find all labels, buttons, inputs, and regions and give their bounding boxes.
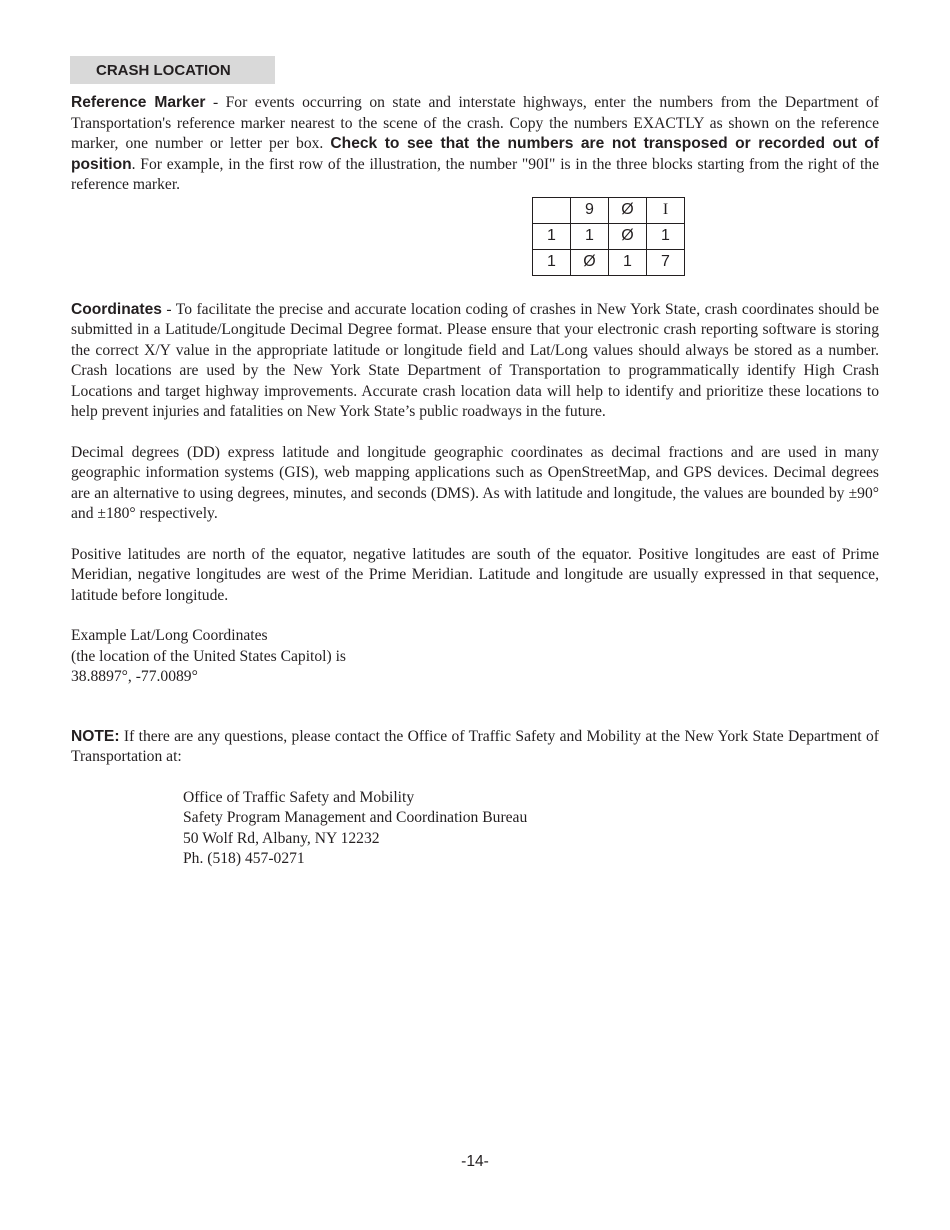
coordinates-heading: Coordinates: [71, 300, 162, 318]
example-line: 38.8897°, -77.0089°: [71, 668, 198, 685]
address-street: 50 Wolf Rd, Albany, NY 12232: [183, 829, 380, 847]
marker-cell: Ø: [571, 249, 609, 275]
marker-cell: 1: [533, 249, 571, 275]
reference-marker-paragraph: [71, 93, 879, 196]
address-office: Office of Traffic Safety and Mobility: [183, 788, 415, 806]
reference-marker-text-1: - For events occurring on state and interstate highways, enter the numbers from the Department of Transportation's reference marker nearest to the scene of the crash. Copy the numbers EXACTLY as shown on the reference marker, one number or letter per box.: [71, 94, 880, 152]
contact-address: [183, 788, 879, 870]
reference-marker-emphasis: Check to see that the numbers are not transposed or recorded out of position: [71, 135, 879, 173]
marker-cell: 1: [609, 249, 647, 275]
marker-cell: 1: [647, 223, 685, 249]
example-line: Example Lat/Long Coordinates: [71, 627, 268, 644]
address-bureau: Safety Program Management and Coordination Bureau: [183, 809, 528, 826]
address-phone: Ph. (518) 457-0271: [183, 850, 305, 867]
note-text: If there are any questions, please contact the Office of Traffic Safety and Mobility at the New York State Department of Transportation at:: [71, 727, 879, 765]
positive-latitudes-paragraph: Positive latitudes are north of the equator, negative latitudes are south of the equator. Positive longitudes are east of Prime Meridian, negative longitudes are west of the Prime Meridian. Latitude and longitude are usually expressed in that sequence, latitude before longitude.: [71, 545, 879, 604]
example-line: (the location of the United States Capitol) is: [71, 647, 346, 665]
reference-marker-illustration: [71, 196, 879, 282]
marker-row: [533, 197, 685, 223]
reference-marker-table: [532, 197, 685, 276]
section-header-crash-location: CRASH LOCATION: [70, 56, 275, 84]
marker-cell: I: [647, 197, 685, 223]
reference-marker-text-2: . For example, in the first row of the illustration, the number "90I" is in the three blocks starting from the right of the reference marker.: [71, 155, 879, 193]
marker-cell: 1: [571, 223, 609, 249]
coordinates-paragraph: [71, 300, 879, 423]
example-coordinates: [71, 626, 879, 688]
note-label: NOTE:: [71, 727, 120, 745]
marker-cell: 1: [533, 223, 571, 249]
coordinates-text: - To facilitate the precise and accurate location coding of crashes in New York State, crash coordinates should be submitted in a Latitude/Longitude Decimal Degree format. Please ensure that your electronic crash reporting software is storing the correct X/Y value in the appropriate latitude or longitude field and Lat/Long values should always be stored as a number. Crash locations are used by the New York State Department of Transportation to programmatically identify High Crash Locations and target highway improvements. Accurate crash location data will help to identify and prioritize these locations to help prevent injuries and fatalities on New York State’s public roadways in the future.: [71, 300, 879, 420]
page-number: -14-: [461, 1153, 489, 1170]
marker-cell: 7: [647, 249, 685, 275]
marker-cell: Ø: [609, 197, 647, 223]
marker-cell: [533, 197, 571, 223]
page-content: [71, 56, 879, 870]
marker-cell: 9: [571, 197, 609, 223]
decimal-degrees-paragraph: Decimal degrees (DD) express latitude and longitude geographic coordinates as decimal fractions and are used in many geographic information systems (GIS), web mapping applications such as OpenStreetMap, and GPS devices. Decimal degrees are an alternative to using degrees, minutes, and seconds (DMS). As with latitude and longitude, the values are bounded by ±90° and ±180° respectively.: [71, 443, 879, 522]
marker-row: [533, 223, 685, 249]
marker-row: [533, 249, 685, 275]
marker-cell: Ø: [609, 223, 647, 249]
reference-marker-heading: Reference Marker: [71, 94, 206, 111]
note-paragraph: [71, 727, 879, 768]
